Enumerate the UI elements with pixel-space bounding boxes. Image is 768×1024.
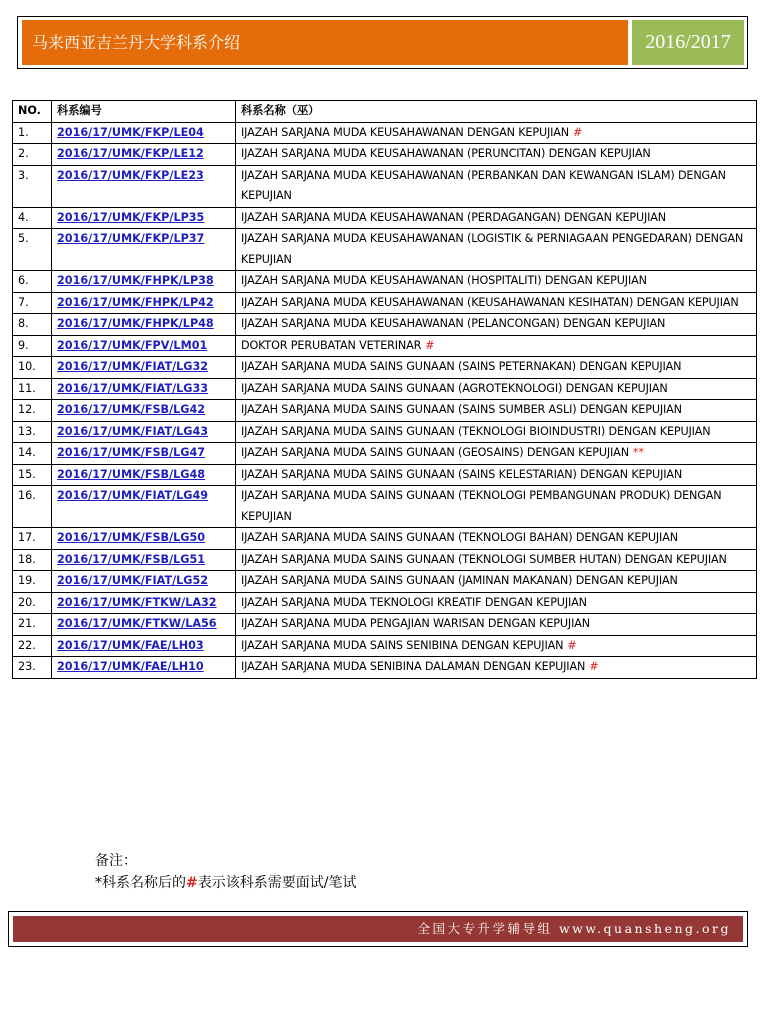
course-name-cell	[236, 335, 757, 357]
notes-suffix: 表示该科系需要面试/笔试	[197, 875, 357, 891]
row-number: 18.	[13, 549, 52, 571]
table-header-row	[13, 101, 757, 123]
course-code-cell	[52, 314, 236, 336]
course-code-cell	[52, 229, 236, 271]
course-name: IJAZAH SARJANA MUDA SAINS GUNAAN (TEKNOLOGI SUMBER HUTAN) DENGAN KEPUJIAN	[241, 552, 727, 566]
course-code-cell	[52, 165, 236, 207]
row-number: 14.	[13, 443, 52, 465]
row-number: 21.	[13, 614, 52, 636]
course-name: IJAZAH SARJANA MUDA KEUSAHAWANAN DENGAN KEPUJIAN	[241, 125, 569, 139]
course-code-link[interactable]: 2016/17/UMK/FSB/LG42	[57, 403, 206, 416]
course-code-link[interactable]: 2016/17/UMK/FIAT/LG43	[57, 424, 209, 438]
course-name: IJAZAH SARJANA MUDA KEUSAHAWANAN (HOSPITALITI) DENGAN KEPUJIAN	[241, 274, 647, 287]
page-title: 马来西亚吉兰丹大学科系介绍	[22, 20, 628, 65]
course-code-cell	[52, 549, 236, 571]
course-code-cell	[52, 486, 236, 528]
course-name-cell	[236, 464, 757, 486]
course-code-link[interactable]: 2016/17/UMK/FSB/LG47	[57, 446, 206, 459]
course-name-cell	[236, 443, 757, 465]
course-code-cell	[52, 464, 236, 486]
course-code-link[interactable]: 2016/17/UMK/FKP/LP37	[57, 232, 205, 245]
course-table	[12, 100, 757, 679]
table-row	[13, 144, 757, 166]
course-code-cell	[52, 421, 236, 443]
course-name-cell	[236, 271, 757, 293]
course-name-cell	[236, 614, 757, 636]
row-number: 2.	[13, 144, 52, 166]
table-row	[13, 464, 757, 486]
row-number: 19.	[13, 571, 52, 593]
course-code-link[interactable]: 2016/17/UMK/FKP/LE12	[57, 147, 204, 160]
academic-year: 2016/2017	[632, 20, 744, 65]
table-row	[13, 549, 757, 571]
interview-mark: **	[632, 446, 644, 459]
course-code-cell	[52, 571, 236, 593]
course-name: IJAZAH SARJANA MUDA SAINS GUNAAN (SAINS PETERNAKAN) DENGAN KEPUJIAN	[241, 360, 682, 373]
course-name: IJAZAH SARJANA MUDA KEUSAHAWANAN (PERDAGANGAN) DENGAN KEPUJIAN	[241, 210, 667, 224]
course-code-link[interactable]: 2016/17/UMK/FIAT/LG52	[57, 574, 209, 587]
course-code-cell	[52, 378, 236, 400]
course-name: IJAZAH SARJANA MUDA KEUSAHAWANAN (LOGISTIK & PERNIAGAAN PENGEDARAN) DENGAN KEPUJIAN	[241, 232, 744, 266]
row-number: 23.	[13, 657, 52, 679]
course-code-link[interactable]: 2016/17/UMK/FIAT/LG32	[57, 360, 209, 373]
course-code-link[interactable]: 2016/17/UMK/FTKW/LA56	[57, 617, 217, 630]
course-code-cell	[52, 335, 236, 357]
course-name: IJAZAH SARJANA MUDA TEKNOLOGI KREATIF DENGAN KEPUJIAN	[241, 595, 587, 609]
table-row	[13, 400, 757, 422]
row-number: 8.	[13, 314, 52, 336]
notes-text	[95, 872, 356, 894]
table-row	[13, 314, 757, 336]
interview-mark: #	[425, 338, 435, 352]
row-number: 17.	[13, 528, 52, 550]
table-row	[13, 165, 757, 207]
table-row	[13, 657, 757, 679]
course-code-link[interactable]: 2016/17/UMK/FSB/LG50	[57, 531, 206, 544]
table-row	[13, 635, 757, 657]
course-code-cell	[52, 635, 236, 657]
table-row	[13, 271, 757, 293]
course-name: IJAZAH SARJANA MUDA SAINS GUNAAN (AGROTEKNOLOGI) DENGAN KEPUJIAN	[241, 381, 668, 395]
course-name-cell	[236, 549, 757, 571]
course-code-cell	[52, 292, 236, 314]
row-number: 3.	[13, 165, 52, 207]
notes-label: 备注：	[95, 853, 137, 869]
course-code-link[interactable]: 2016/17/UMK/FHPK/LP48	[57, 317, 214, 330]
table-row	[13, 421, 757, 443]
row-number: 7.	[13, 292, 52, 314]
course-name: IJAZAH SARJANA MUDA PENGAJIAN WARISAN DENGAN KEPUJIAN	[241, 617, 590, 630]
course-name: IJAZAH SARJANA MUDA KEUSAHAWANAN (PELANCONGAN) DENGAN KEPUJIAN	[241, 317, 666, 330]
course-name-cell	[236, 635, 757, 657]
table-row	[13, 207, 757, 229]
notes-prefix: *科系名称后的	[95, 875, 186, 891]
course-code-cell	[52, 443, 236, 465]
course-name-cell	[236, 229, 757, 271]
course-code-cell	[52, 122, 236, 144]
course-code-link[interactable]: 2016/17/UMK/FAE/LH03	[57, 638, 204, 652]
course-name-cell	[236, 122, 757, 144]
course-name: IJAZAH SARJANA MUDA KEUSAHAWANAN (PERUNCITAN) DENGAN KEPUJIAN	[241, 147, 651, 160]
course-name-cell	[236, 421, 757, 443]
course-name: IJAZAH SARJANA MUDA SAINS GUNAAN (SAINS KELESTARIAN) DENGAN KEPUJIAN	[241, 467, 683, 481]
course-code-link[interactable]: 2016/17/UMK/FHPK/LP42	[57, 295, 214, 309]
table-row	[13, 292, 757, 314]
table-row	[13, 335, 757, 357]
course-code-link[interactable]: 2016/17/UMK/FIAT/LG49	[57, 489, 209, 502]
course-code-link[interactable]: 2016/17/UMK/FIAT/LG33	[57, 381, 209, 395]
course-code-cell	[52, 528, 236, 550]
course-name: IJAZAH SARJANA MUDA SAINS SENIBINA DENGAN KEPUJIAN	[241, 638, 564, 652]
course-name-cell	[236, 314, 757, 336]
course-name-cell	[236, 207, 757, 229]
course-code-cell	[52, 400, 236, 422]
course-code-cell	[52, 592, 236, 614]
row-number: 9.	[13, 335, 52, 357]
course-code-link[interactable]: 2016/17/UMK/FSB/LG48	[57, 467, 206, 481]
table-row	[13, 486, 757, 528]
column-header-no: NO.	[13, 101, 52, 123]
row-number: 1.	[13, 122, 52, 144]
course-code-cell	[52, 144, 236, 166]
table-row	[13, 571, 757, 593]
row-number: 15.	[13, 464, 52, 486]
notes-hash-symbol: #	[186, 875, 198, 891]
course-name: IJAZAH SARJANA MUDA KEUSAHAWANAN (KEUSAHAWANAN KESIHATAN) DENGAN KEPUJIAN	[241, 295, 739, 309]
course-name-cell	[236, 378, 757, 400]
row-number: 13.	[13, 421, 52, 443]
course-code-cell	[52, 271, 236, 293]
footer-text: 全国大专升学辅导组 www.quansheng.org	[13, 916, 743, 942]
course-code-link[interactable]: 2016/17/UMK/FKP/LP35	[57, 210, 205, 224]
row-number: 12.	[13, 400, 52, 422]
course-code-link[interactable]: 2016/17/UMK/FSB/LG51	[57, 552, 206, 566]
course-code-link[interactable]: 2016/17/UMK/FKP/LE04	[57, 125, 204, 139]
course-code-link[interactable]: 2016/17/UMK/FTKW/LA32	[57, 595, 217, 609]
course-code-cell	[52, 614, 236, 636]
course-name: IJAZAH SARJANA MUDA SAINS GUNAAN (TEKNOLOGI BIOINDUSTRI) DENGAN KEPUJIAN	[241, 424, 711, 438]
course-name: DOKTOR PERUBATAN VETERINAR	[241, 338, 422, 352]
interview-mark: #	[573, 125, 583, 139]
row-number: 4.	[13, 207, 52, 229]
course-name-cell	[236, 486, 757, 528]
course-code-cell	[52, 207, 236, 229]
table-row	[13, 614, 757, 636]
table-row	[13, 528, 757, 550]
table-row	[13, 592, 757, 614]
course-name-cell	[236, 292, 757, 314]
course-name: IJAZAH SARJANA MUDA KEUSAHAWANAN (PERBANKAN DAN KEWANGAN ISLAM) DENGAN KEPUJIAN	[241, 168, 726, 202]
table-row	[13, 443, 757, 465]
course-code-link[interactable]: 2016/17/UMK/FAE/LH10	[57, 660, 204, 673]
table-row	[13, 378, 757, 400]
course-code-cell	[52, 357, 236, 379]
course-name-cell	[236, 400, 757, 422]
table-row	[13, 122, 757, 144]
course-name-cell	[236, 657, 757, 679]
course-code-cell	[52, 657, 236, 679]
row-number: 5.	[13, 229, 52, 271]
course-name-cell	[236, 571, 757, 593]
course-code-link[interactable]: 2016/17/UMK/FHPK/LP38	[57, 274, 214, 287]
footer	[8, 911, 748, 947]
course-name-cell	[236, 165, 757, 207]
row-number: 20.	[13, 592, 52, 614]
notes	[95, 850, 356, 894]
header	[17, 16, 748, 69]
course-name-cell	[236, 357, 757, 379]
course-name: IJAZAH SARJANA MUDA SENIBINA DALAMAN DENGAN KEPUJIAN	[241, 660, 586, 673]
course-name: IJAZAH SARJANA MUDA SAINS GUNAAN (JAMINAN MAKANAN) DENGAN KEPUJIAN	[241, 574, 678, 587]
course-name: IJAZAH SARJANA MUDA SAINS GUNAAN (SAINS SUMBER ASLI) DENGAN KEPUJIAN	[241, 403, 682, 416]
course-code-link[interactable]: 2016/17/UMK/FKP/LE23	[57, 168, 204, 182]
row-number: 6.	[13, 271, 52, 293]
course-name: IJAZAH SARJANA MUDA SAINS GUNAAN (TEKNOLOGI PEMBANGUNAN PRODUK) DENGAN KEPUJIAN	[241, 489, 722, 523]
course-name-cell	[236, 592, 757, 614]
row-number: 22.	[13, 635, 52, 657]
table-row	[13, 357, 757, 379]
course-name: IJAZAH SARJANA MUDA SAINS GUNAAN (TEKNOLOGI BAHAN) DENGAN KEPUJIAN	[241, 531, 678, 544]
row-number: 16.	[13, 486, 52, 528]
column-header-name: 科系名称（巫）	[236, 101, 757, 123]
course-name-cell	[236, 528, 757, 550]
row-number: 10.	[13, 357, 52, 379]
interview-mark: #	[567, 638, 577, 652]
course-name: IJAZAH SARJANA MUDA SAINS GUNAAN (GEOSAINS) DENGAN KEPUJIAN	[241, 446, 629, 459]
course-code-link[interactable]: 2016/17/UMK/FPV/LM01	[57, 338, 208, 352]
table-row	[13, 229, 757, 271]
course-name-cell	[236, 144, 757, 166]
interview-mark: #	[589, 660, 599, 673]
column-header-code: 科系编号	[52, 101, 236, 123]
row-number: 11.	[13, 378, 52, 400]
